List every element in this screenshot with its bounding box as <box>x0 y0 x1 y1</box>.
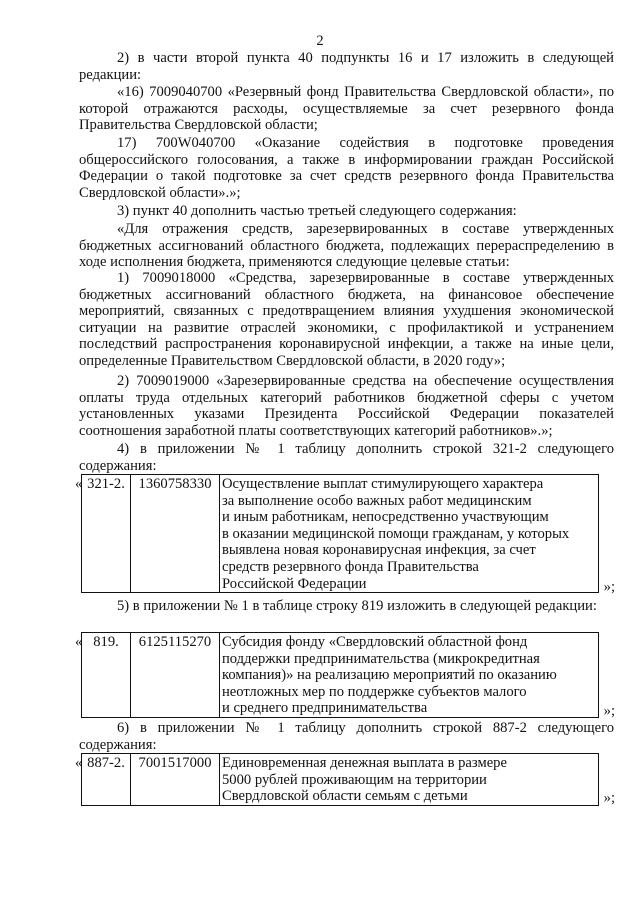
table-row <box>82 754 599 806</box>
description-cell <box>220 475 599 593</box>
paragraph-6: 1) 7009018000 «Средства, зарезервированные в составе утвержденных бюджетных ассигнований областного бюджета, на финансовое обеспечение мероприятий, связанных с предотвращением влияния ухудшения экономической ситуации на развитие отраслей экономики, с профилактикой и устранением последствий распространения коронавирусной инфекции, а также на иные цели, определенные Правительством Свердловской области, в 2020 году»; <box>79 270 614 369</box>
description-line: средств резервного фонда Правительства <box>222 558 479 575</box>
budget-table <box>81 474 599 593</box>
description-line: 5000 рублей проживающим на территории <box>222 771 487 788</box>
paragraph-9: 5) в приложении № 1 в таблице строку 819 изложить в следующей редакции: <box>117 598 597 614</box>
row-number-cell: 321-2. <box>82 475 131 593</box>
paragraph-3: 17) 700W040700 «Оказание содействия в подготовке проведения общероссийского голосования, а также в информировании граждан Российской Федерации о такой подготовке за счет средств резервного фонда Правительства Свердловской области».»; <box>79 135 614 201</box>
description-line: и среднего предпринимательства <box>222 700 428 717</box>
code-cell: 7001517000 <box>131 754 220 806</box>
code-cell: 1360758330 <box>131 475 220 593</box>
budget-table <box>81 632 599 718</box>
description-line: в оказании медицинской помощи гражданам, у которых <box>222 525 570 542</box>
description-line: Российской Федерации <box>222 575 367 592</box>
description-line: Субсидия фонду «Свердловский областной фонд <box>222 634 528 650</box>
table-insert-887-2 <box>75 753 615 807</box>
row-number-cell: 887-2. <box>82 754 131 806</box>
opening-quote: « <box>75 634 83 650</box>
paragraph-10: 6) в приложении № 1 таблицу дополнить строкой 887-2 следующего содержания: <box>79 720 614 753</box>
opening-quote: « <box>75 755 83 771</box>
closing-quote: »; <box>603 579 615 596</box>
description-line: и иным работникам, непосредственно участвующим <box>222 509 549 526</box>
description-line: поддержки предпринимательства (микрокредитная <box>222 650 540 667</box>
paragraph-2: «16) 7009040700 «Резервный фонд Правительства Свердловской области», по которой отражаются расходы, осуществляемые за счет резервного фонда Правительства Свердловской области; <box>79 84 614 134</box>
table-row <box>82 633 599 718</box>
paragraph-7: 2) 7009019000 «Зарезервированные средства на обеспечение осуществления оплаты труда отдельных категорий работников бюджетной сферы с учетом установленных указами Президента Российской Федерации показателей соотношения заработной платы соответствующих категорий работников».»; <box>79 373 614 439</box>
table-row <box>82 475 599 593</box>
description-cell <box>220 754 599 806</box>
table-insert-819 <box>75 632 615 720</box>
paragraph-8: 4) в приложении № 1 таблицу дополнить строкой 321-2 следующего содержания: <box>79 441 614 474</box>
description-line: Свердловской области семьям с детьми <box>222 788 468 805</box>
budget-table <box>81 753 599 806</box>
opening-quote: « <box>75 476 83 492</box>
description-line: за выполнение особо важных работ медицинским <box>222 492 532 509</box>
row-number-cell: 819. <box>82 633 131 718</box>
description-line: неотложных мер по поддержке субъектов малого <box>222 683 527 700</box>
description-line: выявлена новая коронавирусная инфекция, за счет <box>222 542 536 559</box>
paragraph-1: 2) в части второй пункта 40 подпункты 16 и 17 изложить в следующей редакции: <box>79 50 614 83</box>
description-line: Осуществление выплат стимулирующего характера <box>222 476 544 492</box>
description-line: компания)» на реализацию мероприятий по оказанию <box>222 667 557 684</box>
paragraph-5: «Для отражения средств, зарезервированных в составе утвержденных бюджетных ассигнований областного бюджета, подлежащих перераспределению в ходе исполнения бюджета, применяются следующие целевые статьи: <box>79 221 614 271</box>
table-insert-321-2 <box>75 474 615 596</box>
page-number: 2 <box>316 33 324 49</box>
closing-quote: »; <box>603 790 615 807</box>
description-cell <box>220 633 599 718</box>
code-cell: 6125115270 <box>131 633 220 718</box>
description-line: Единовременная денежная выплата в размере <box>222 755 507 771</box>
paragraph-4: 3) пункт 40 дополнить частью третьей следующего содержания: <box>117 203 517 219</box>
closing-quote: »; <box>603 703 615 720</box>
